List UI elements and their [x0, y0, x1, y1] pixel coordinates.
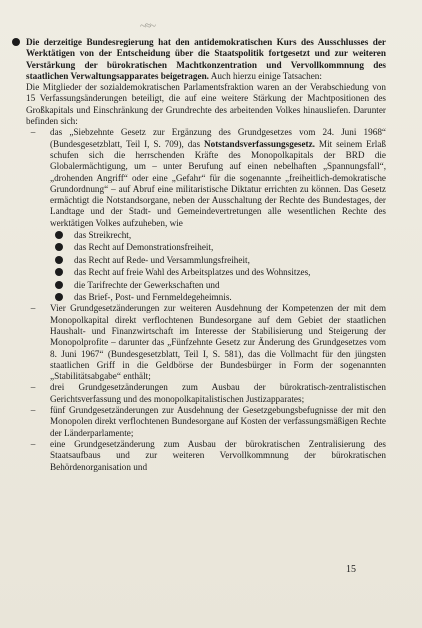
rights-item-text: das Recht auf freie Wahl des Arbeitsplatzes und des Wohnsitzes, [74, 267, 311, 278]
item-text: eine Grundgesetzänderung zum Ausbau der bürokratischen Zentralisierung des Staatsaufbaus und zur weiteren Vervollkommnung der bürokratischen Behördenorganisation und [50, 438, 386, 472]
list-item [26, 382, 386, 405]
list-item [26, 439, 386, 473]
rights-item [50, 254, 386, 266]
bullet-icon [55, 281, 63, 289]
bullet-icon [55, 293, 63, 301]
bullet-icon [55, 243, 63, 251]
dash-marker: – [30, 303, 36, 314]
rights-item-text: das Recht auf Rede- und Versammlungsfreiheit, [74, 254, 250, 265]
list-item [26, 303, 386, 382]
item-text: drei Grundgesetzänderungen zum Ausbau der bürokratisch-zentralistischen Gerichtsverfassung und des monopolkapitalistischen Justizapparates; [50, 382, 386, 404]
rights-item [50, 291, 386, 303]
lead-paragraph [26, 37, 386, 82]
rights-item [50, 229, 386, 241]
dash-marker: – [30, 438, 36, 449]
rights-item-text: das Brief-, Post- und Fernmeldegeheimnis. [74, 292, 232, 302]
bullet-icon [55, 256, 63, 264]
rights-item [50, 241, 386, 253]
list-item [26, 405, 386, 439]
bullet-icon [55, 268, 63, 276]
bullet-icon [12, 38, 20, 46]
rights-item [50, 279, 386, 291]
page-number: 15 [346, 564, 356, 575]
item-text: das „Siebzehnte Gesetz zur Ergänzung des Grundgesetzes vom 24. Juni 1968“ (Bundesgesetzblatt, Teil I, S. 709), das [50, 127, 386, 149]
item-bold-text: Notstandsverfassungsgesetz. [203, 138, 315, 149]
intro-paragraph: Die Mitglieder der sozialdemokratischen Parlamentsfraktion waren an der Verabschiedung von 15 Verfassungsänderungen beteiligt, die auf eine weitere Stärkung der Machtpositionen des Großkapitals und Einschränkung der Grundrechte des arbeitenden Volkes hinausliefen. Darunter befinden sich: [26, 82, 386, 127]
page-body [26, 37, 386, 473]
bullet-icon [55, 231, 63, 239]
item-text: fünf Grundgesetzänderungen zur Ausdehnung der Gesetzgebungsbefugnisse der mit den Monopolen direkt verflochtenen Bundesorgane auf Kosten der verfassungsmäßigen Rechte der Länderparlamente; [50, 405, 386, 438]
lead-bold-text: Die derzeitige Bundesregierung hat den antidemokratischen Kurs des Ausschlusses der Werktätigen von der Entscheidung über die Staatspolitik fortgesetzt und zur weiteren Verstärkung der bürokratischen Machtkonzentration und Vervollkommnung des staatlichen Verwaltungsapparates beigetragen. [26, 37, 386, 81]
dash-marker: – [30, 127, 36, 138]
lead-normal-text: Auch hierzu einige Tatsachen: [208, 70, 322, 81]
rights-item-text: das Recht auf Demonstrationsfreiheit, [74, 242, 214, 253]
rights-item [50, 266, 386, 278]
amendments-list [26, 127, 386, 472]
dash-marker: – [30, 405, 36, 416]
dash-marker: – [30, 382, 36, 393]
rights-list [50, 229, 386, 303]
rights-item-text: die Tarifrechte der Gewerkschaften und [74, 279, 220, 290]
item-text-continued: Mit seinem Erlaß schufen sich die herrschenden Kräfte des Monopolkapitals der BRD die Globalermächtigung, um – unter Berufung auf einen nebelhaften „Spannungsfall“, „drohenden Angriff“ oder eine „Gefahr“ für die sogenannte „freiheitlich-demokratische Grundordnung“ – auf Abruf eine militaristische Diktatur errichten zu können. Das Gesetz ermächtigt die Notstandsorgane, neben der Ausschaltung der Rechte des Bundestages, der Landtage und der Stadt- und Gemeindevertretungen alle wesentlichen Rechte des werktätigen Volkes aufzuheben, wie [50, 138, 386, 228]
print-smudge: ~≈~ [140, 20, 155, 32]
list-item-notstand [26, 127, 386, 303]
rights-item-text: das Streikrecht, [74, 230, 132, 241]
item-text: Vier Grundgesetzänderungen zur weiteren Ausdehnung der Kompetenzen der mit dem Monopolkapital direkt verflochtenen Bundesorgane auf dem Gebiet der staatlichen Haushalt- und Finanzwirtschaft im Interesse der Stabilisierung und Steigerung der Monopolprofite – darunter das „Fünfzehnte Gesetz zur Änderung des Grundgesetzes vom 8. Juni 1967“ (Bundesgesetzblatt, Teil I, S. 581), das die Vollmacht für den jüngsten staatlichen Griff in die Geldbörse der Bundesbürger in Form der sogenannten „Stabilitätsabgabe“ enthält; [50, 303, 386, 382]
